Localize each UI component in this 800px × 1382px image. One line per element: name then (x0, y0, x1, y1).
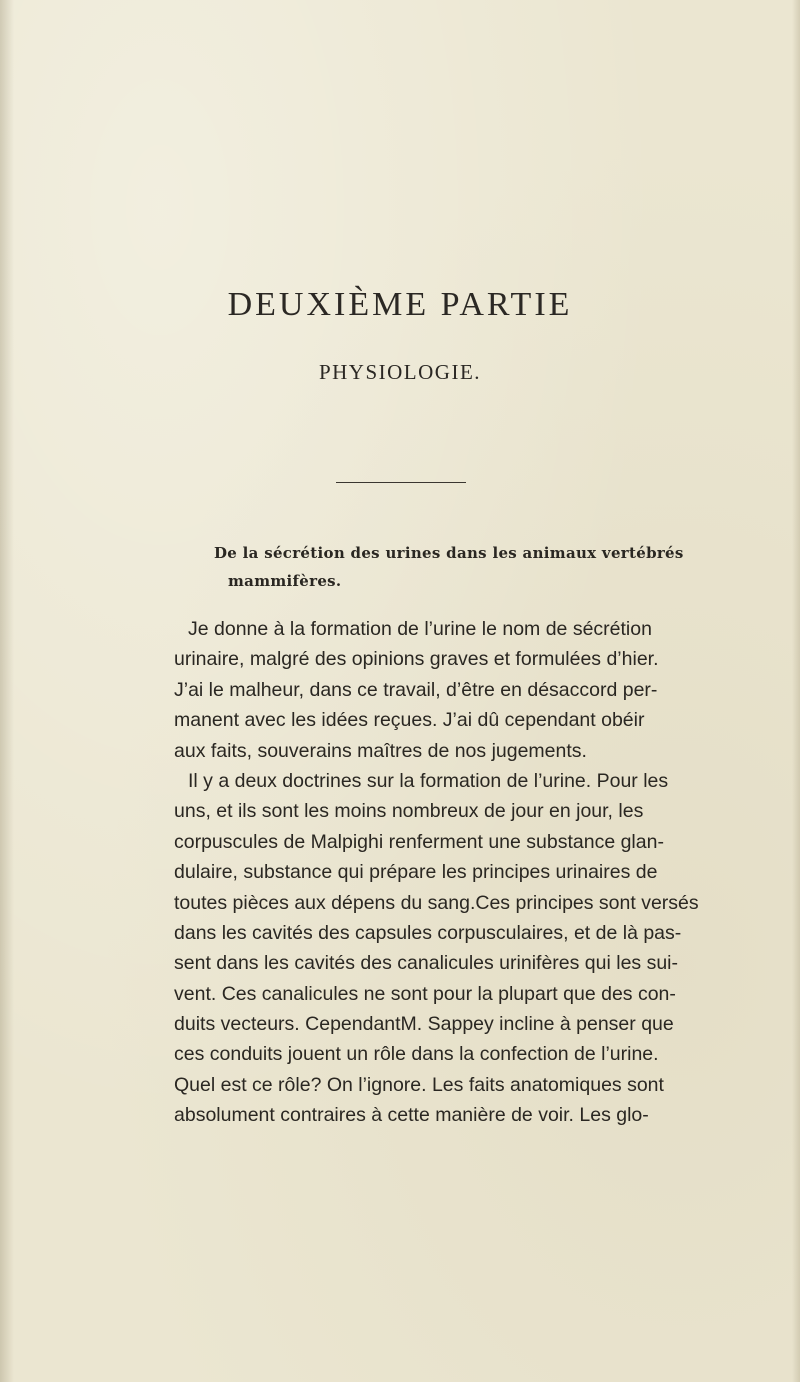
text-line: Quel est ce rôle? On l’ignore. Les faits anatomiques sont (174, 1073, 664, 1096)
text-line: toutes pièces aux dépens du sang.Ces principes sont versés (174, 891, 699, 914)
separator-rule (336, 482, 466, 483)
text-line: uns, et ils sont les moins nombreux de jour en jour, les (174, 800, 644, 823)
text-line: urinaire, malgré des opinions graves et formulées d’hier. (174, 648, 659, 671)
text-line: corpuscules de Malpighi renferment une substance glan- (174, 830, 664, 853)
page-edge-shadow (792, 0, 800, 1382)
body-text (174, 614, 699, 1131)
chapter-heading (214, 539, 684, 595)
text-line: vent. Ces canalicules ne sont pour la plupart que des con- (174, 982, 676, 1005)
page-spine-shadow (0, 0, 14, 1382)
text-line: aux faits, souverains maîtres de nos jugements. (174, 739, 587, 762)
text-line: dulaire, substance qui prépare les principes urinaires de (174, 861, 658, 884)
text-line: duits vecteurs. CependantM. Sappey incline à penser que (174, 1013, 674, 1036)
text-line: absolument contraires à cette manière de voir. Les glo- (174, 1104, 649, 1127)
text-line: ces conduits jouent un rôle dans la confection de l’urine. (174, 1043, 659, 1066)
text-line: Il y a deux doctrines sur la formation de l’urine. Pour les (188, 769, 669, 792)
chapter-heading-line-2: mammifères. (228, 572, 342, 590)
text-line: sent dans les cavités des canalicules urinifères qui les sui- (174, 952, 679, 975)
part-title: DEUXIÈME PARTIE (227, 286, 573, 323)
section-title: PHYSIOLOGIE. (318, 360, 482, 384)
text-line: manent avec les idées reçues. J’ai dû cependant obéir (174, 709, 645, 732)
text-line: J’ai le malheur, dans ce travail, d’être en désaccord per- (174, 678, 658, 701)
text-line: Je donne à la formation de l’urine le nom de sécrétion (188, 618, 652, 640)
chapter-heading-line-1: De la sécrétion des urines dans les animaux vertébrés (214, 544, 684, 562)
text-line: dans les cavités des capsules corpusculaires, et de là pas- (174, 921, 682, 944)
